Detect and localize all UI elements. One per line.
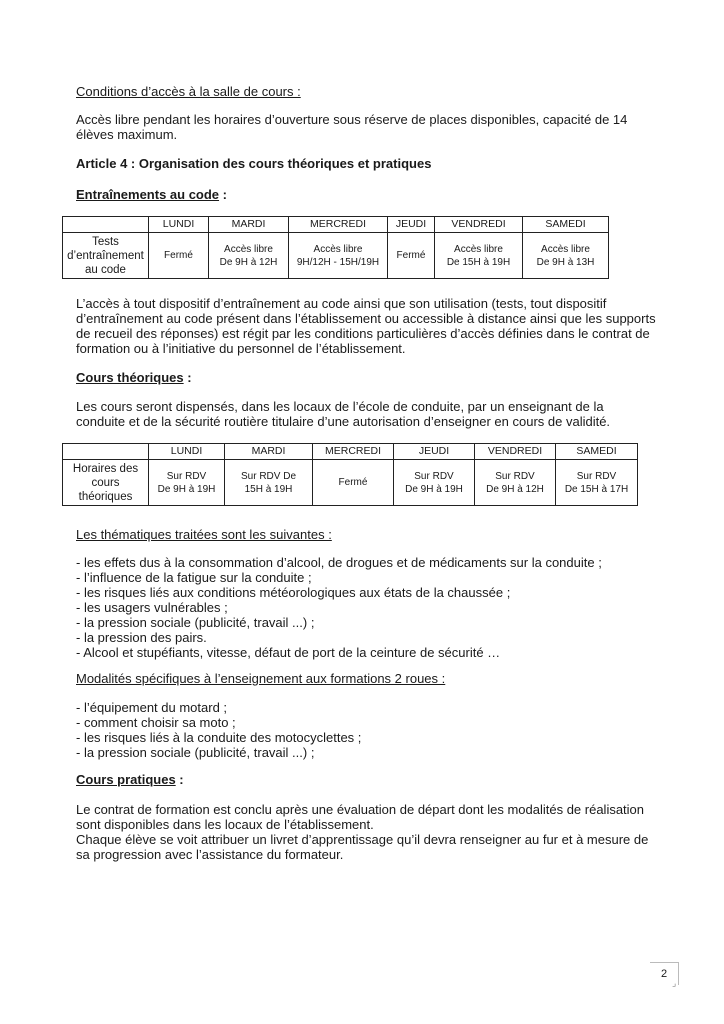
row-label — [63, 233, 149, 279]
list-item: - les effets dus à la consommation d’alcool, de drogues et de médicaments sur la conduite ; — [76, 555, 602, 570]
schedule-cell — [149, 233, 209, 279]
cell-line: Sur RDV — [576, 470, 617, 482]
code-training-paragraph: L’accès à tout dispositif d’entraînement au code ainsi que son utilisation (tests, tout dispositif d’entraînement au code présent dans l’établissement ou accessible à distance ainsi que les supports de recueil des réponses) est régit par les conditions particulières d’accès définies dans le contrat de formation ou à l’initiative du personnel de l’établissement. — [76, 296, 656, 356]
row-label-line: théoriques — [78, 490, 133, 503]
list-item: - Alcool et stupéfiants, vitesse, défaut de port de la ceinture de sécurité … — [76, 645, 501, 660]
day-header: LUNDI — [149, 444, 225, 460]
list-item: - l’équipement du motard ; — [76, 700, 228, 715]
practice-paragraph-1: Le contrat de formation est conclu après une évaluation de départ dont les modalités de réalisation sont disponibles dans les locaux de l’établissement. — [76, 802, 645, 832]
row-label-line: cours — [91, 476, 120, 489]
two-wheels-list — [76, 700, 656, 760]
themes-heading: Les thématiques traitées sont les suivantes : — [76, 527, 332, 542]
practice-heading-suffix: : — [175, 772, 184, 787]
page-corner-mark-icon: ⌟ — [672, 978, 677, 988]
day-header: LUNDI — [149, 217, 209, 233]
list-item: - les usagers vulnérables ; — [76, 600, 228, 615]
day-header: MERCREDI — [313, 444, 394, 460]
practice-paragraph-2: Chaque élève se voit attribuer un livret d’apprentissage qu’il devra renseigner au fur et à mesure de sa progression avec l’assistance du formateur. — [76, 832, 649, 862]
cell-line: Accès libre — [541, 243, 590, 255]
theory-heading — [76, 370, 656, 385]
code-training-heading-text: Entraînements au code — [76, 187, 220, 202]
section-access-heading: Conditions d’accès à la salle de cours : — [76, 84, 301, 99]
theory-heading-suffix: : — [183, 370, 192, 385]
section-access-paragraph: Accès libre pendant les horaires d’ouverture sous réserve de places disponibles, capacité de 14 élèves maximum. — [76, 112, 628, 142]
two-wheels-heading: Modalités spécifiques à l’enseignement aux formations 2 roues : — [76, 671, 446, 686]
schedule-cell — [209, 233, 289, 279]
schedule-cell — [313, 460, 394, 506]
article-title: Article 4 : Organisation des cours théoriques et pratiques — [76, 156, 432, 171]
schedule-cell — [149, 460, 225, 506]
schedule-cell — [388, 233, 435, 279]
row-label — [63, 460, 149, 506]
code-training-heading — [76, 187, 656, 202]
code-training-heading-suffix: : — [219, 187, 227, 202]
day-header: SAMEDI — [523, 217, 609, 233]
cell-line: Sur RDV De — [240, 470, 296, 482]
cell-line: 15H à 19H — [244, 483, 293, 495]
page-number: 2 — [650, 962, 679, 985]
day-header: MARDI — [225, 444, 313, 460]
practice-heading — [76, 772, 656, 787]
cell-line: Accès libre — [224, 243, 273, 255]
schedule-cell — [435, 233, 523, 279]
practice-heading-text: Cours pratiques — [76, 772, 176, 787]
row-label-line: au code — [85, 263, 126, 276]
cell-line: Sur RDV — [495, 470, 535, 482]
cell-line: Accès libre — [454, 243, 503, 255]
cell-line: De 15H à 19H — [446, 256, 511, 268]
schedule-cell — [394, 460, 475, 506]
cell-line: Sur RDV — [414, 470, 454, 482]
cell-line: De 9H à 19H — [405, 483, 463, 495]
day-header: VENDREDI — [475, 444, 556, 460]
theory-heading-text: Cours théoriques — [76, 370, 184, 385]
cell-line: 9H/12H - 15H/19H — [296, 256, 380, 268]
code-training-table — [62, 216, 609, 279]
cell-line: Sur RDV — [166, 470, 207, 482]
cell-line: De 15H à 17H — [564, 483, 629, 495]
cell-line: Accès libre — [313, 243, 363, 255]
schedule-cell — [475, 460, 556, 506]
theory-table-header-row — [63, 444, 638, 460]
day-header: JEUDI — [388, 217, 435, 233]
list-item: - les risques liés aux conditions météorologiques aux états de la chaussée ; — [76, 585, 511, 600]
list-item: - la pression sociale (publicité, travail ...) ; — [76, 615, 315, 630]
day-header: MERCREDI — [289, 217, 388, 233]
day-header: MARDI — [209, 217, 289, 233]
table-corner — [63, 217, 149, 233]
day-header: JEUDI — [394, 444, 475, 460]
cell-line: De 9H à 13H — [536, 256, 595, 268]
cell-line: De 9H à 12H — [219, 256, 278, 268]
day-header: VENDREDI — [435, 217, 523, 233]
list-item: - la pression des pairs. — [76, 630, 207, 645]
theory-paragraph: Les cours seront dispensés, dans les locaux de l’école de conduite, par un enseignant de la conduite et de la sécurité routière titulaire d’une autorisation d’enseigner en cours de validité. — [76, 399, 611, 429]
table-corner — [63, 444, 149, 460]
schedule-cell — [556, 460, 638, 506]
code-table-header-row — [63, 217, 609, 233]
row-label-line: d’entraînement — [67, 249, 144, 262]
cell-line: Fermé — [396, 250, 426, 261]
cell-line: De 9H à 12H — [486, 483, 544, 495]
row-label-line: Tests — [92, 235, 119, 248]
day-header: SAMEDI — [556, 444, 638, 460]
theory-table — [62, 443, 638, 506]
list-item: - la pression sociale (publicité, travail ...) ; — [76, 745, 315, 760]
cell-line: De 9H à 19H — [157, 483, 216, 495]
schedule-cell — [523, 233, 609, 279]
list-item: - les risques liés à la conduite des motocyclettes ; — [76, 730, 362, 745]
list-item: - l’influence de la fatigue sur la conduite ; — [76, 570, 312, 585]
cell-line: Fermé — [164, 250, 193, 261]
list-item: - comment choisir sa moto ; — [76, 715, 236, 730]
theory-table-row — [63, 460, 638, 506]
row-label-line: Horaires des — [72, 462, 139, 475]
cell-line: Fermé — [338, 477, 368, 488]
schedule-cell — [225, 460, 313, 506]
code-table-row — [63, 233, 609, 279]
schedule-cell — [289, 233, 388, 279]
themes-list — [76, 555, 656, 660]
